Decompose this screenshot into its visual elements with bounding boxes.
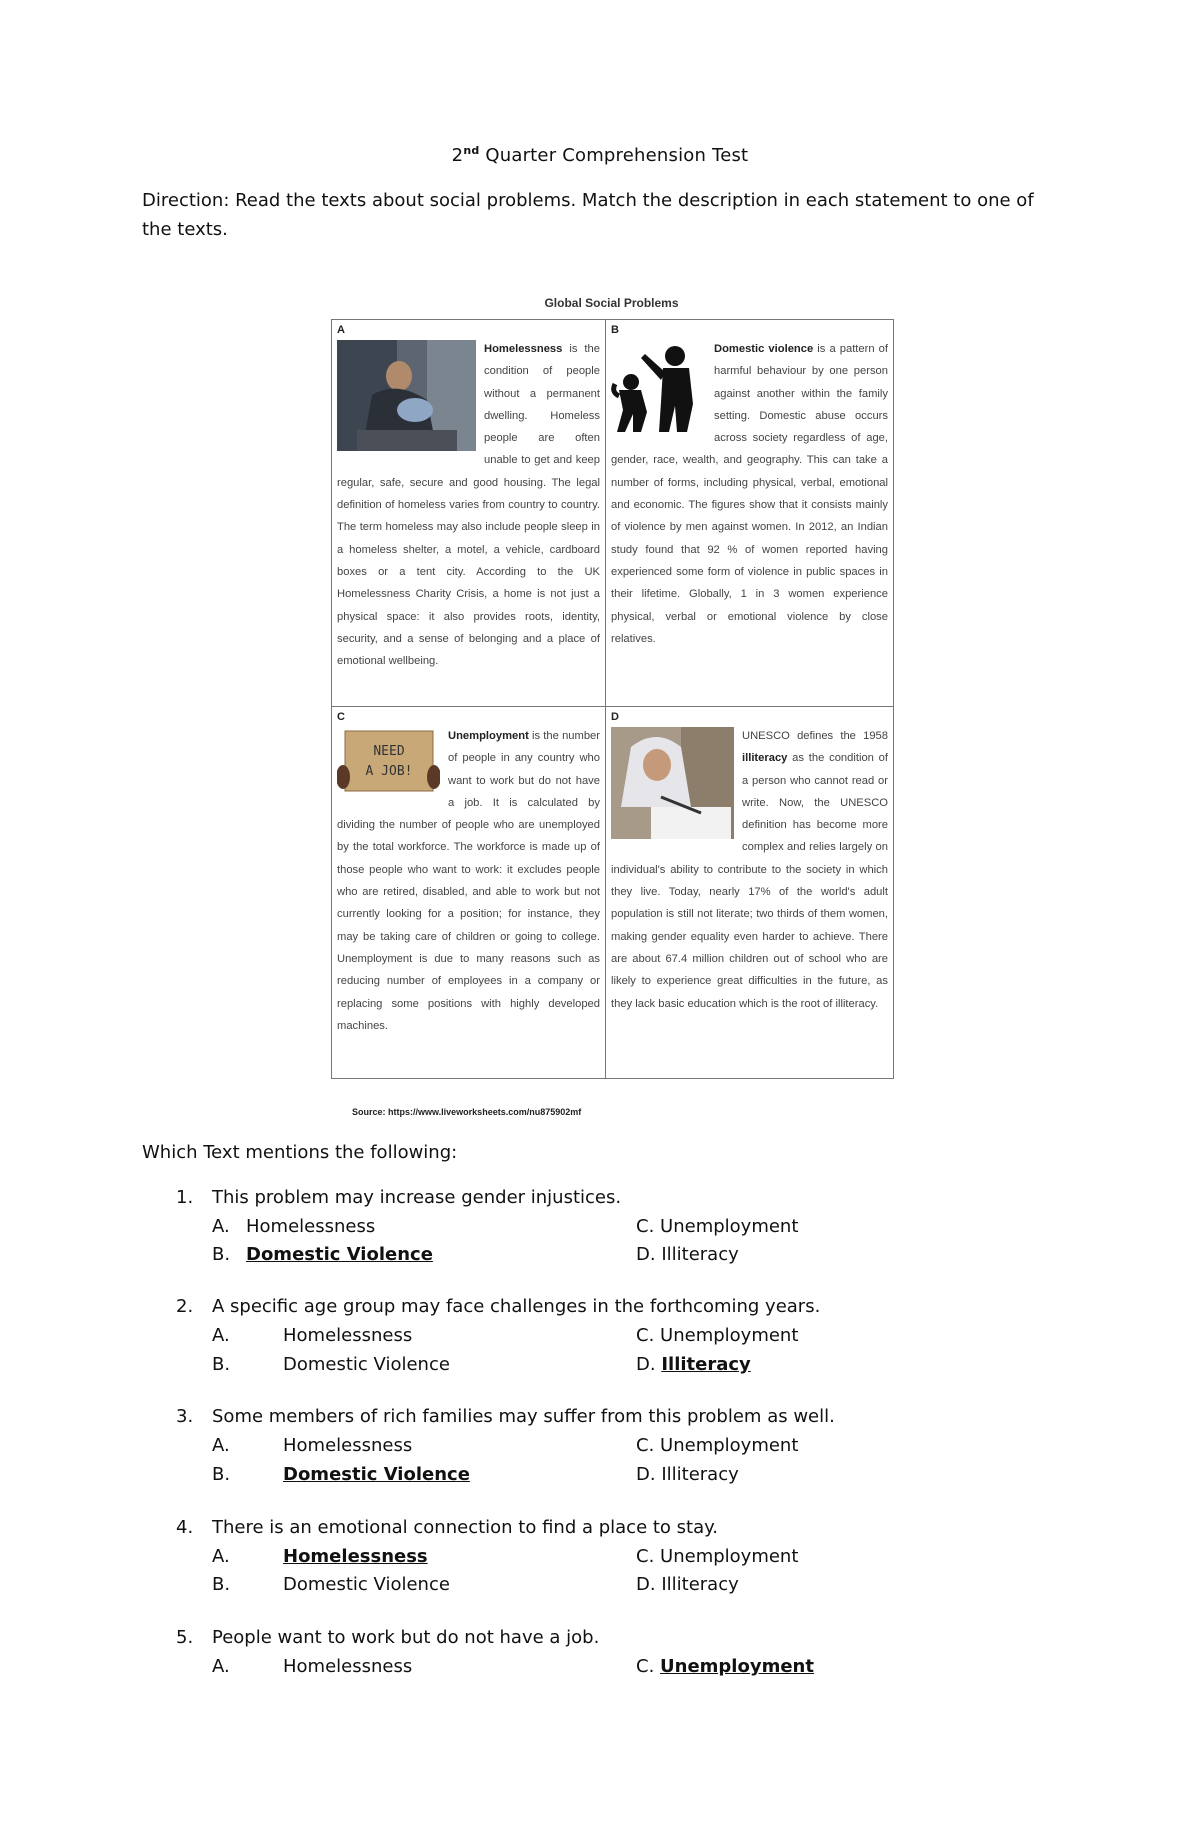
question-stem: People want to work but do not have a job. [212,1627,600,1648]
cell-illiteracy [606,707,893,1078]
question-stem: There is an emotional connection to find a place to stay. [212,1517,718,1538]
cell-letter: D [611,711,619,723]
girl-writing-photo [611,727,734,839]
cell-domestic-violence [606,320,893,706]
option-c[interactable]: C. Unemployment [636,1435,799,1456]
homeless-person-photo [337,340,476,451]
question-number: 4. [176,1517,194,1538]
cell-letter: B [611,324,619,336]
page-title [0,144,1200,166]
term-domestic-violence: Domestic violence [714,343,814,355]
option-b[interactable]: B. Domestic Violence [212,1354,450,1375]
social-problems-grid [331,319,894,1079]
option-b-answer[interactable]: B. Domestic Violence [212,1244,433,1265]
question-stem: A specific age group may face challenges in the forthcoming years. [212,1296,821,1317]
term-unemployment: Unemployment [448,730,529,742]
option-c[interactable]: C. Unemployment [636,1325,799,1346]
question-number: 5. [176,1627,194,1648]
title-ordinal: nd [463,144,480,157]
need-a-job-sign-photo [337,727,440,800]
option-c-answer[interactable]: C. Unemployment [636,1656,814,1677]
questions-heading: Which Text mentions the following: [142,1142,458,1163]
option-a[interactable]: A. Homelessness [212,1435,413,1456]
option-b[interactable]: B. Domestic Violence [212,1574,450,1595]
option-a-answer[interactable]: A. Homelessness [212,1546,428,1567]
source-citation: Source: https://www.liveworksheets.com/nu875902mf [352,1107,582,1117]
cell-letter: A [337,324,345,336]
title-number: 2 [451,145,464,166]
option-d[interactable]: D. Illiteracy [636,1244,739,1265]
direction-text: Direction: Read the texts about social problems. Match the description in each statement to one of the texts. [142,190,1034,240]
option-a[interactable]: A. Homelessness [212,1656,413,1677]
question-stem: This problem may increase gender injustices. [212,1187,622,1208]
cell-text: is a pattern of harmful behaviour by one person against another within the family setting. Domestic abuse occurs across society regardless of age, gender, race, wealth, and geography. This can take a number of forms, including physical, verbal, emotional and economic. The figures show that it consists mainly of violence by men against women. In 2012, an Indian study found that 92 % of women reported having experienced some form of violence in public spaces in their lifetime. Globally, 1 in 3 women experience physical, verbal or emotional violence by close relatives. [611,343,888,645]
cell-text: as the condition of a person who cannot read or write. Now, the UNESCO definition has become more complex and relies largely on individual's ability to contribute to the society in which they live. Today, nearly 17% of the world's adult population is still not literate; two thirds of them women, making gender equality even harder to achieve. There are about 67.4 million children out of school who are likely to experience great difficulties in the future, as they lack basic education which is the root of illiteracy. [611,752,888,1010]
figure-title: Global Social Problems [544,296,679,310]
domestic-violence-silhouette [611,342,706,432]
cell-text: is the number of people in any country who want to work but do not have a job. It is calculated by dividing the number of people who are unemployed by the total workforce. The workforce is made up of those people who want to work: it excludes people who are retired, disabled, and able to work but not currently looking for a position; for instance, they may be taking care of children or going to college. Unemployment is due to many reasons such as reducing number of employees in a company or replacing some positions with highly developed machines. [337,730,600,1032]
option-c[interactable]: C. Unemployment [636,1546,799,1567]
cell-unemployment [332,707,605,1078]
option-d[interactable]: D. Illiteracy [636,1464,739,1485]
sign-line-2: A JOB! [365,764,413,779]
option-a[interactable]: A. Homelessness [212,1216,376,1237]
cell-text: is the condition of people without a permanent dwelling. Homeless people are often unable to get and keep regular, safe, secure and good housing. The legal definition of homeless varies from country to country. The term homeless may also include people sleep in a homeless shelter, a motel, a vehicle, cardboard boxes or a tent city. According to the UK Homelessness Charity Crisis, a home is not just a physical space: it also provides roots, identity, security, and a sense of belonging and a place of emotional wellbeing. [337,343,600,668]
term-homelessness: Homelessness [484,343,563,355]
title-text: Quarter Comprehension Test [479,145,749,166]
option-c[interactable]: C. Unemployment [636,1216,799,1237]
option-a[interactable]: A. Homelessness [212,1325,413,1346]
cell-letter: C [337,711,345,723]
cell-text-before: UNESCO defines the 1958 [742,730,888,742]
question-stem: Some members of rich families may suffer from this problem as well. [212,1406,835,1427]
term-illiteracy: illiteracy [742,752,788,765]
question-number: 2. [176,1296,194,1317]
question-number: 3. [176,1406,194,1427]
sign-line-1: NEED [373,744,405,759]
option-d[interactable]: D. Illiteracy [636,1574,739,1595]
option-d-answer[interactable]: D. Illiteracy [636,1354,751,1375]
cell-homelessness [332,320,605,706]
option-b-answer[interactable]: B. Domestic Violence [212,1464,470,1485]
question-number: 1. [176,1187,194,1208]
